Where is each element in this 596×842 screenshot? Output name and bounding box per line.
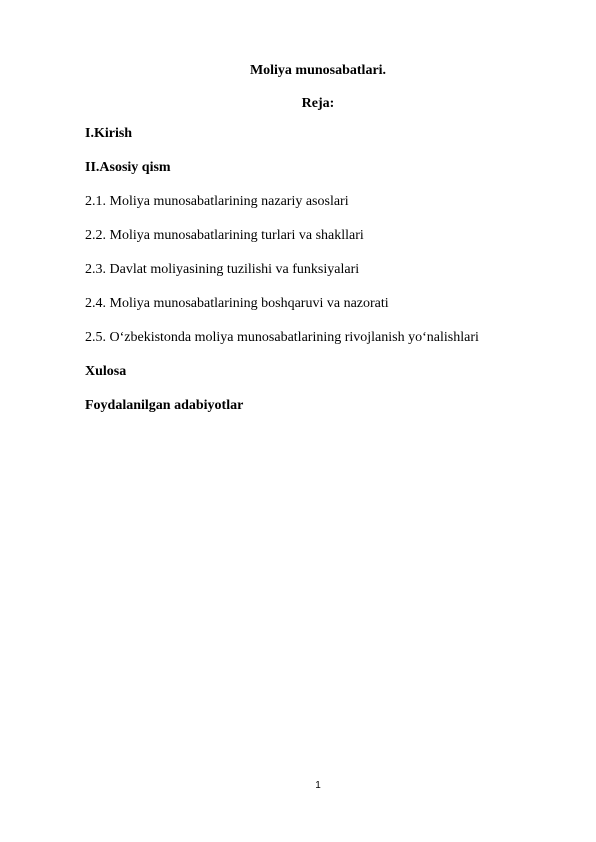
subsection-2-2: 2.2. Moliya munosabatlarining turlari va shakllari (85, 228, 364, 243)
section-introduction: I.Kirish (85, 126, 133, 141)
document-title: Moliya munosabatlari. (249, 63, 387, 78)
subsection-2-5: 2.5. O‘zbekistonda moliya munosabatlarining rivojlanish yo‘nalishlari (85, 330, 479, 345)
subsection-2-1: 2.1. Moliya munosabatlarining nazariy asoslari (85, 194, 349, 209)
subsection-2-4: 2.4. Moliya munosabatlarining boshqaruvi va nazorati (85, 296, 389, 311)
section-conclusion: Xulosa (85, 364, 127, 379)
plan-heading: Reja: (301, 96, 335, 111)
page-number: 1 (315, 780, 321, 791)
section-references: Foydalanilgan adabiyotlar (85, 398, 244, 413)
section-main-part: II.Asosiy qism (85, 160, 171, 175)
subsection-2-3: 2.3. Davlat moliyasining tuzilishi va funksiyalari (85, 262, 360, 277)
